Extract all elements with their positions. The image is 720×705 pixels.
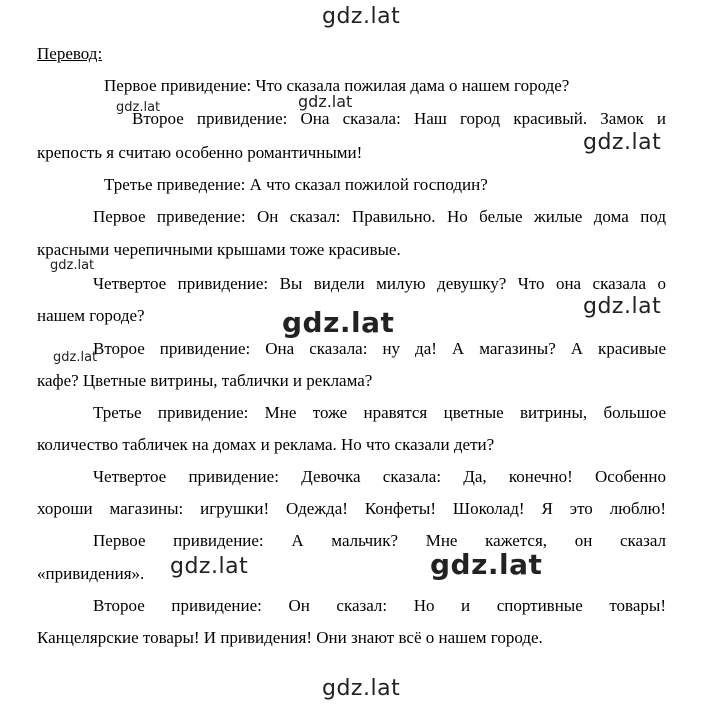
watermark-right-2: gdz.lat (583, 294, 662, 319)
watermark-small-1: gdz.lat (116, 100, 161, 115)
text-line-4: Третье приведение: А что сказал пожилой господин? (104, 175, 488, 194)
text-line-7: Четвертое привидение: Вы видели милую девушку? Что она сказала о (93, 274, 666, 293)
text-line-14: хороши магазины: игрушки! Одежда! Конфеты! Шоколад! Я это люблю! (37, 499, 666, 518)
text-line-6: красными черепичными крышами тоже красивые. (37, 240, 401, 259)
text-line-8: нашем городе? (37, 306, 145, 325)
text-line-17: Второе привидение: Он сказал: Но и спортивные товары! (93, 596, 666, 615)
text-line-3: крепость я считаю особенно романтичными! (37, 143, 363, 162)
watermark-center-1: gdz.lat (282, 306, 395, 339)
watermark-small-2: gdz.lat (50, 258, 95, 273)
text-line-9: Второе привидение: Она сказала: ну да! А магазины? А красивые (93, 339, 666, 358)
text-line-10: кафе? Цветные витрины, таблички и реклама? (37, 371, 373, 390)
watermark-right-1: gdz.lat (583, 130, 662, 155)
text-line-1: Первое привидение: Что сказала пожилая дама о нашем городе? (104, 76, 570, 95)
text-line-11: Третье привидение: Мне тоже нравятся цветные витрины, большое (93, 403, 666, 422)
watermark-left-3: gdz.lat (170, 554, 249, 579)
text-line-16: «привидения». (37, 564, 145, 583)
translation-heading: Перевод: (37, 44, 103, 63)
watermark-small-3: gdz.lat (53, 350, 98, 365)
watermark-bottom: gdz.lat (322, 676, 401, 701)
text-line-18: Канцелярские товары! И привидения! Они знают всё о нашем городе. (37, 628, 543, 647)
watermark-mid-1: gdz.lat (298, 92, 353, 111)
watermark-top: gdz.lat (322, 4, 401, 29)
text-line-5: Первое приведение: Он сказал: Правильно. Но белые жилые дома под (93, 207, 666, 226)
text-line-15: Первое привидение: А мальчик? Мне кажется, он сказал (93, 531, 666, 550)
text-line-2: Второе привидение: Она сказала: Наш город красивый. Замок и (132, 109, 666, 128)
watermark-center-2: gdz.lat (430, 548, 543, 581)
text-line-13: Четвертое привидение: Девочка сказала: Да, конечно! Особенно (93, 467, 666, 486)
text-line-12: количество табличек на домах и реклама. Но что сказали дети? (37, 435, 495, 454)
